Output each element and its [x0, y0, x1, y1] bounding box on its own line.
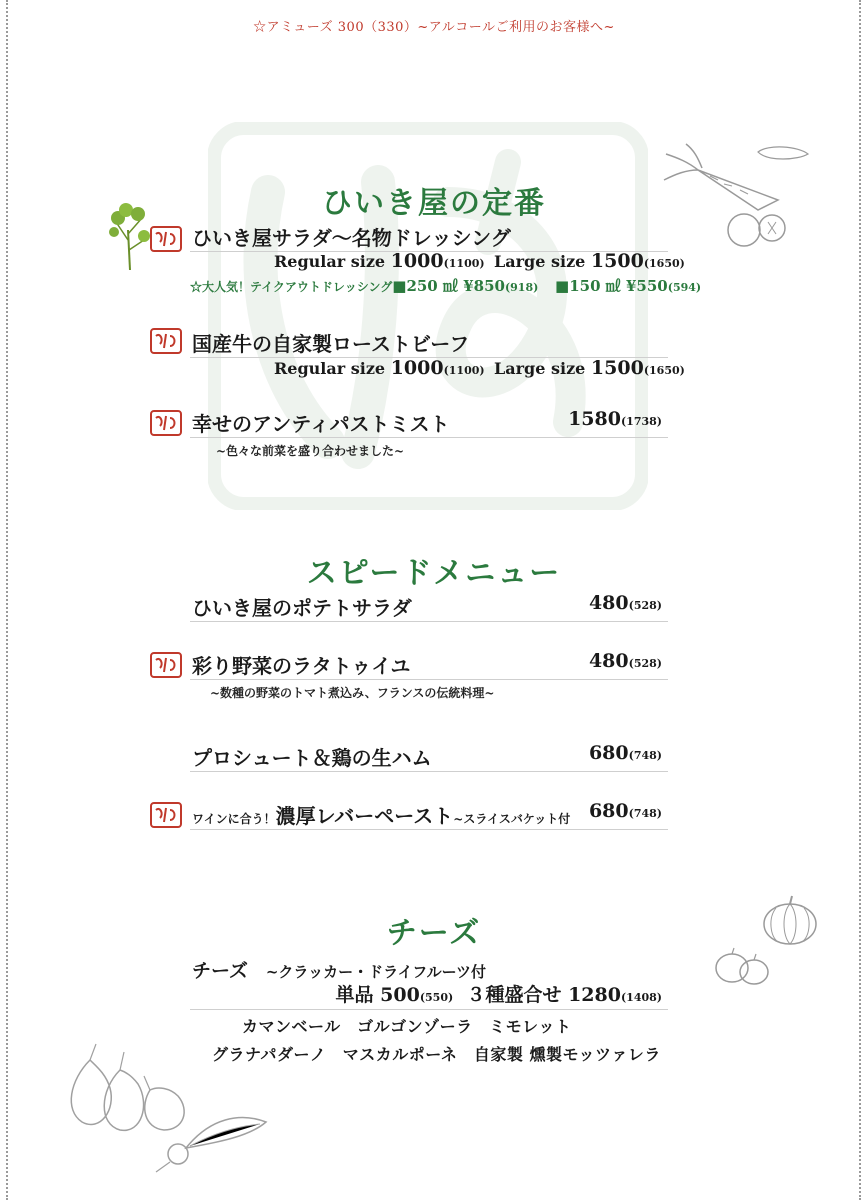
menu-item-roast-beef — [190, 328, 668, 358]
item-price: 680(748) — [588, 800, 662, 822]
menu-item-salad — [190, 222, 668, 252]
antipasto-note: ~色々な前菜を盛り合わせました~ — [216, 444, 405, 458]
section-title-cheese: チーズ — [386, 916, 482, 951]
radish-icon — [150, 1108, 270, 1174]
dressing-promo: ☆大人気！テイクアウトドレッシング■250 ㎖ ¥850(918) ■150 ㎖ ¥550(594) — [190, 277, 702, 295]
item-price: 480(528) — [588, 592, 662, 614]
regular-size: Regular size 1000(1100) — [274, 357, 485, 379]
item-suffix: ~スライスバケット付 — [453, 812, 571, 826]
menu-item-antipasto — [190, 408, 668, 438]
item-price: 480(528) — [588, 650, 662, 672]
hiiki-stamp-icon — [150, 410, 182, 436]
item-name: 彩り野菜のラタトゥイユ — [192, 654, 411, 678]
onion-icon — [710, 946, 772, 988]
menu-item-potato-salad — [190, 592, 668, 622]
item-price: 680(748) — [588, 742, 662, 764]
item-name: ワインに合う！濃厚レバーペースト~スライスバケット付 — [192, 804, 571, 828]
hiiki-stamp-icon — [150, 802, 182, 828]
item-name: プロシュート＆鶏の生ハム — [192, 746, 432, 770]
cheese-varieties-2: グラナパダーノ マスカルポーネ 自家製 燻製モッツァレラ — [212, 1045, 661, 1064]
regular-size: Regular size 1000(1100) — [274, 250, 485, 272]
cheese-heading — [192, 956, 486, 983]
hiiki-stamp-icon — [150, 328, 182, 354]
cheese-name: チーズ — [192, 960, 249, 982]
section-title-standard: ひいき屋の定番 — [322, 186, 546, 221]
item-name: 国産牛の自家製ローストビーフ — [192, 332, 470, 356]
menu-item-prosciutto — [190, 742, 668, 772]
cheese-prices — [190, 980, 668, 1010]
cheese-varieties-1: カマンベール ゴルゴンゾーラ ミモレット — [242, 1017, 572, 1036]
amuse-note: ☆アミューズ 300（330）~アルコールご利用のお客様へ~ — [253, 20, 615, 35]
menu-item-liver-paste — [190, 800, 668, 830]
item-prefix: ワインに合う！ — [192, 812, 276, 826]
item-name: 幸せのアンティパストミスト — [192, 412, 450, 436]
large-size: Large size 1500(1650) — [494, 357, 685, 379]
item-price: 1580(1738) — [568, 408, 662, 430]
large-size: Large size 1500(1650) — [494, 250, 685, 272]
item-name: ひいき屋のポテトサラダ — [192, 596, 412, 620]
section-title-speed: スピードメニュー — [306, 556, 562, 591]
item-name: ひいき屋サラダ～名物ドレッシング — [192, 226, 511, 250]
cheese-price-line: 単品 500(550) ３種盛合せ 1280(1408) — [335, 984, 662, 1006]
menu-item-ratatouille — [190, 650, 668, 680]
hiiki-stamp-icon — [150, 652, 182, 678]
ratatouille-note: ~数種の野菜のトマト煮込み、フランスの伝統料理~ — [210, 686, 495, 700]
cheese-subtitle: ~クラッカー・ドライフルーツ付 — [265, 963, 486, 981]
hiiki-stamp-icon — [150, 226, 182, 252]
